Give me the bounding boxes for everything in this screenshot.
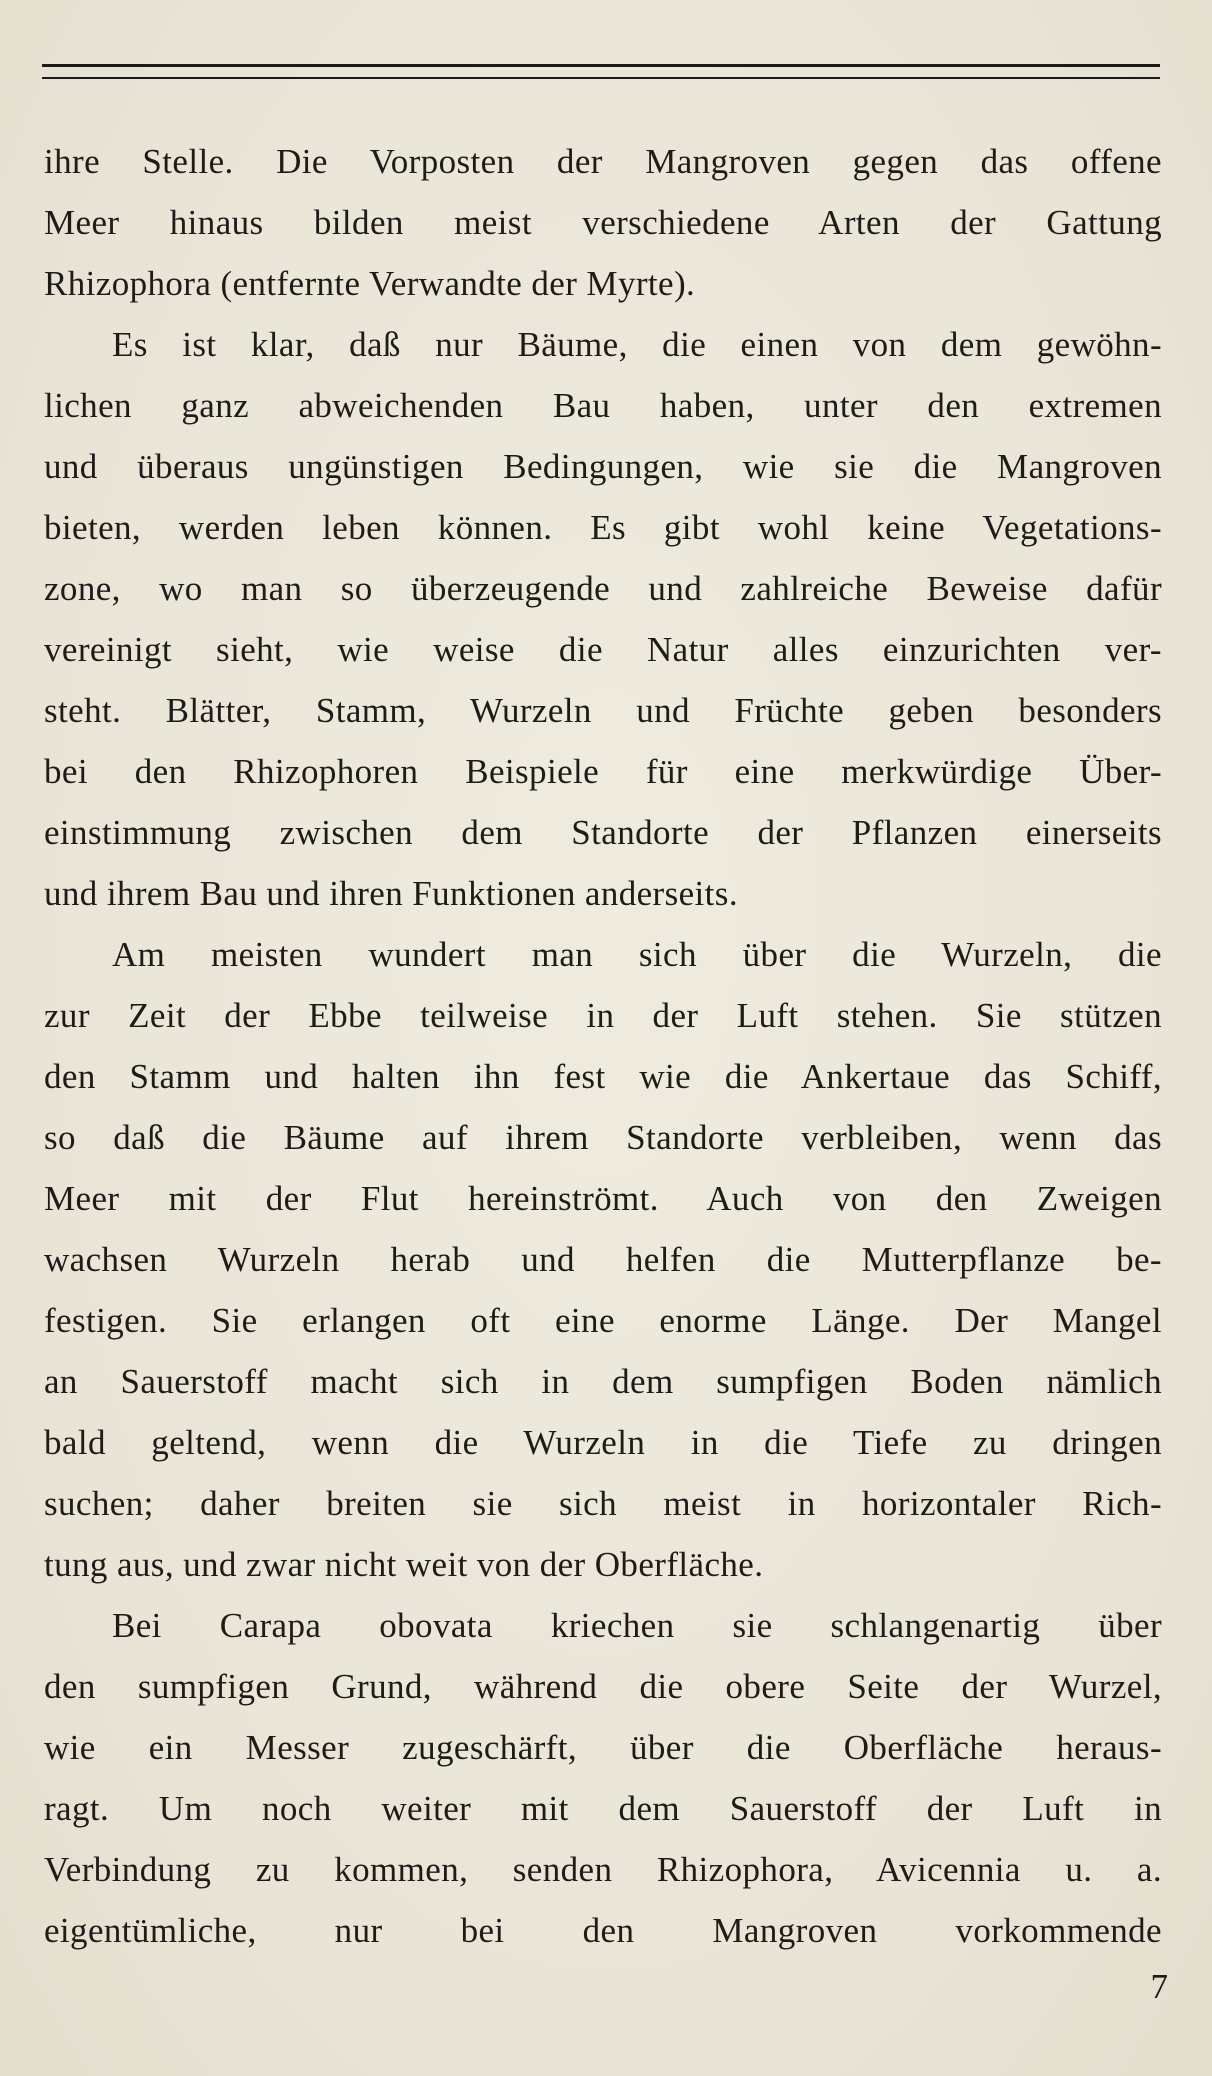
text-line: wachsen Wurzeln herab und helfen die Mutterpflanze be- [44, 1240, 1162, 1279]
text-line: bieten, werden leben können. Es gibt wohl keine Vegetations- [44, 508, 1162, 547]
text-line: den sumpfigen Grund, während die obere Seite der Wurzel, [44, 1667, 1162, 1706]
text-line: an Sauerstoff macht sich in dem sumpfigen Boden nämlich [44, 1362, 1162, 1401]
text-line: zone, wo man so überzeugende und zahlreiche Beweise dafür [44, 569, 1162, 608]
text-line: wie ein Messer zugeschärft, über die Oberfläche heraus- [44, 1728, 1162, 1767]
text-line: Rhizophora (entfernte Verwandte der Myrte). [44, 264, 696, 303]
header-rule-thick [42, 64, 1160, 67]
text-line: Meer mit der Flut hereinströmt. Auch von den Zweigen [44, 1179, 1162, 1218]
text-line: und überaus ungünstigen Bedingungen, wie sie die Mangroven [44, 447, 1162, 486]
text-line: ihre Stelle. Die Vorposten der Mangroven gegen das offene [44, 142, 1162, 181]
text-line: bald geltend, wenn die Wurzeln in die Tiefe zu dringen [44, 1423, 1162, 1462]
text-line: einstimmung zwischen dem Standorte der Pflanzen einerseits [44, 813, 1162, 852]
text-line: so daß die Bäume auf ihrem Standorte verbleiben, wenn das [44, 1118, 1162, 1157]
text-line: Am meisten wundert man sich über die Wurzeln, die [112, 935, 1162, 974]
text-line: lichen ganz abweichenden Bau haben, unter den extremen [44, 386, 1162, 425]
text-line: suchen; daher breiten sie sich meist in horizontaler Rich- [44, 1484, 1162, 1523]
text-line: tung aus, und zwar nicht weit von der Oberfläche. [44, 1545, 764, 1584]
paragraph [44, 314, 1162, 924]
body-text [44, 131, 1162, 1961]
text-line: Es ist klar, daß nur Bäume, die einen von dem gewöhn- [112, 325, 1162, 364]
text-line: steht. Blätter, Stamm, Wurzeln und Früchte geben besonders [44, 691, 1162, 730]
paragraph [44, 924, 1162, 1595]
text-line: ragt. Um noch weiter mit dem Sauerstoff der Luft in [44, 1789, 1162, 1828]
paragraph [44, 1595, 1162, 1961]
text-line: bei den Rhizophoren Beispiele für eine merkwürdige Über- [44, 752, 1162, 791]
text-line: und ihrem Bau und ihren Funktionen anderseits. [44, 874, 738, 913]
page-number: 7 [1150, 1967, 1168, 2006]
text-line: festigen. Sie erlangen oft eine enorme Länge. Der Mangel [44, 1301, 1162, 1340]
text-line: vereinigt sieht, wie weise die Natur alles einzurichten ver- [44, 630, 1162, 669]
text-line: Verbindung zu kommen, senden Rhizophora, Avicennia u. a. [44, 1850, 1162, 1889]
text-line: eigentümliche, nur bei den Mangroven vorkommende [44, 1911, 1162, 1950]
header-rule-thin [42, 77, 1160, 79]
text-line: zur Zeit der Ebbe teilweise in der Luft stehen. Sie stützen [44, 996, 1162, 1035]
text-line: Bei Carapa obovata kriechen sie schlangenartig über [112, 1606, 1162, 1645]
text-line: den Stamm und halten ihn fest wie die Ankertaue das Schiff, [44, 1057, 1162, 1096]
paragraph [44, 131, 1162, 314]
text-line: Meer hinaus bilden meist verschiedene Arten der Gattung [44, 203, 1162, 242]
